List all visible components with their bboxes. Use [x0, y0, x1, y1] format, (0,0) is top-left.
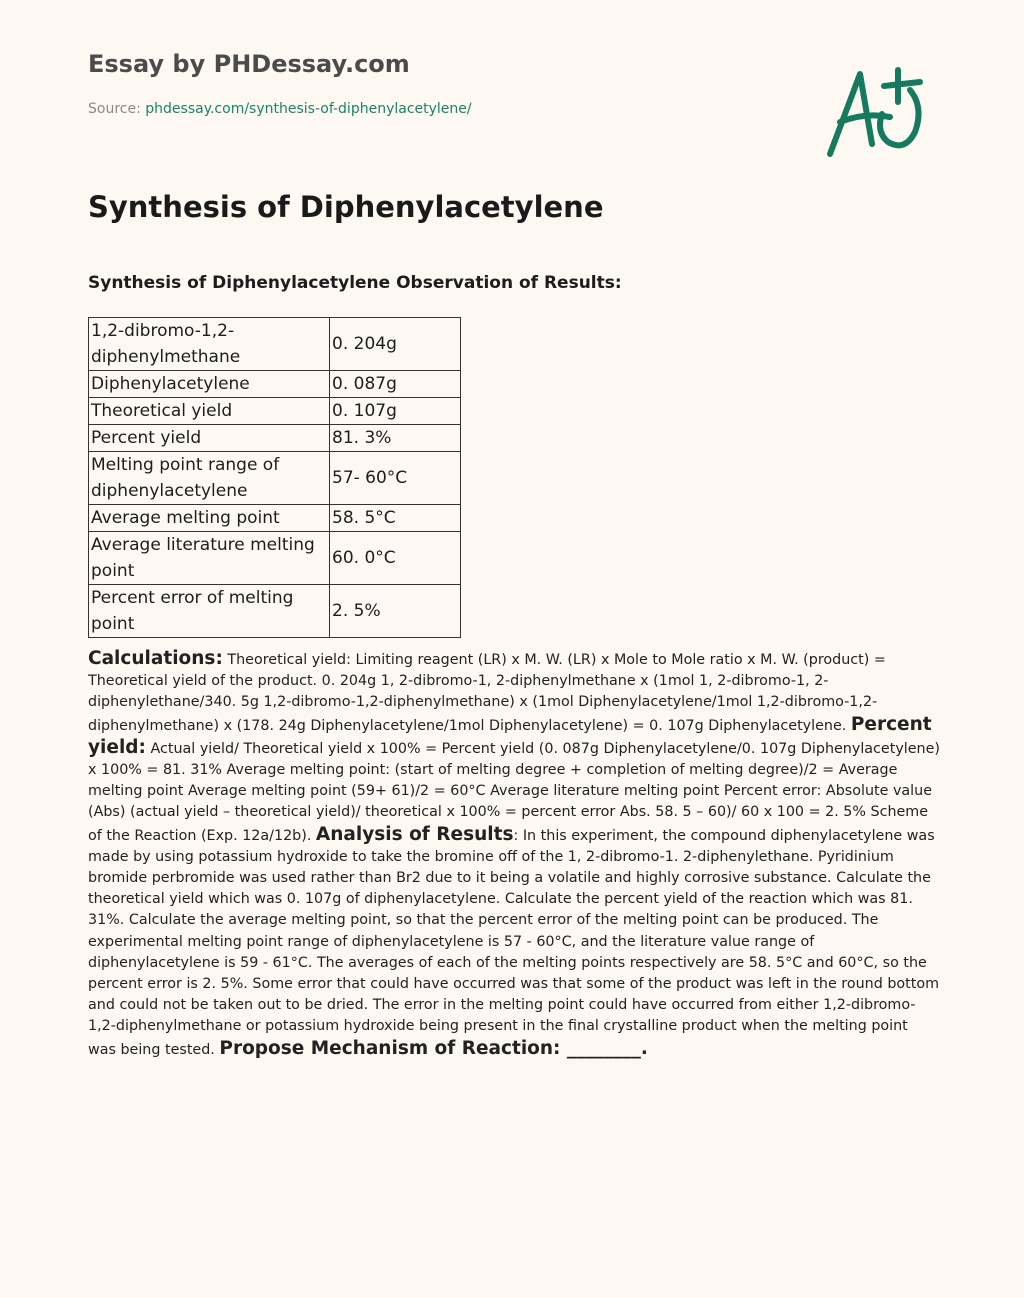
table-row: [89, 398, 461, 425]
section-heading: Synthesis of Diphenylacetylene Observation of Results:: [88, 273, 622, 293]
heading-calculations: Calculations:: [88, 648, 223, 669]
row-value: 2. 5%: [330, 585, 461, 638]
a-plus-logo-icon: [820, 62, 930, 162]
results-table: [88, 317, 461, 638]
row-label: Diphenylacetylene: [89, 371, 330, 398]
heading-analysis: Analysis of Results: [315, 823, 514, 845]
paragraph-analysis: : In this experiment, the compound diphenylacetylene was made by using potassium hydroxide to take the bromine off of the 1, 2-dibromo-1. 2-diphenylethane. Pyridinium bromide perbromide was used rather than Br2 due to it being a volatile and highly corrosive substance. Calculate the theoretical yield which was 0. 107g of diphenylacetylene. Calculate the percent yield of the reaction which was 81. 31%. Calculate the average melting point, so that the percent error of the melting point can be produced. The experimental melting point range of diphenylacetylene is 57 - 60°C, and the literature value range of diphenylacetylene is 59 - 61°C. The averages of each of the melting points respectively are 58. 5°C and 60°C, so the percent error is 2. 5%. Some error that could have occurred was that some of the product was left in the round bottom and could not be taken out to be dried. The error in the melting point could have occurred from either 1,2-dibromo-1,2-diphenylmethane or potassium hydroxide being present in the final crystalline product when the melting point was being tested.: [88, 827, 940, 1058]
site-brand: Essay by PHDessay.com: [88, 50, 410, 78]
row-label: Average literature melting point: [89, 532, 330, 585]
table-row: [89, 318, 461, 371]
table-row: [89, 371, 461, 398]
row-label: Percent yield: [89, 425, 330, 452]
heading-mechanism: Propose Mechanism of Reaction: ________.: [219, 1037, 648, 1059]
row-value: 57- 60°C: [330, 452, 461, 505]
essay-body: [88, 648, 940, 1061]
row-value: 0. 087g: [330, 371, 461, 398]
row-label: Melting point range of diphenylacetylene: [89, 452, 330, 505]
table-row: [89, 505, 461, 532]
paragraph-calculations: Theoretical yield: Limiting reagent (LR) x M. W. (LR) x Mole to Mole ratio x M. W. (product) = Theoretical yield of the product. 0. 204g 1, 2-dibromo-1, 2-diphenylmethane x (1mol 1, 2-dibromo-1, 2-diphenylethane/340. 5g 1,2-dibromo-1,2-diphenylmethane) x (1mol Diphenylacetylene/1mol 1,2-dibromo-1,2-diphenylmethane) x (178. 24g Diphenylacetylene/1mol Diphenylacetylene) = 0. 107g Diphenylacetylene.: [88, 652, 886, 734]
heading-percent-yield: Percent yield:: [88, 713, 932, 758]
page-title: Synthesis of Diphenylacetylene: [88, 190, 604, 224]
source-line: [88, 101, 472, 117]
row-label: Average melting point: [89, 505, 330, 532]
row-value: 0. 204g: [330, 318, 461, 371]
row-label: Percent error of melting point: [89, 585, 330, 638]
table-row: [89, 425, 461, 452]
row-value: 0. 107g: [330, 398, 461, 425]
row-value: 60. 0°C: [330, 532, 461, 585]
table-row: [89, 452, 461, 505]
row-value: 58. 5°C: [330, 505, 461, 532]
source-link[interactable]: phdessay.com/synthesis-of-diphenylacetylene/: [145, 101, 472, 117]
row-label: 1,2-dibromo-1,2-diphenylmethane: [89, 318, 330, 371]
row-label: Theoretical yield: [89, 398, 330, 425]
source-label: Source:: [88, 101, 146, 117]
paragraph-percent-yield: Actual yield/ Theoretical yield x 100% = Percent yield (0. 087g Diphenylacetylene/0. 107g Diphenylacetylene) x 100% = 81. 31% Average melting point: (start of melting degree + completion of melting degree)/2 = Average melting point Average melting point (59+ 61)/2 = 60°C Average literature melting point Percent error: Absolute value (Abs) (actual yield – theoretical yield)/ theoretical x 100% = percent error Abs. 58. 5 – 60)/ 60 x 100 = 2. 5% Scheme of the Reaction (Exp. 12a/12b).: [88, 740, 940, 844]
table-row: [89, 532, 461, 585]
table-row: [89, 585, 461, 638]
row-value: 81. 3%: [330, 425, 461, 452]
